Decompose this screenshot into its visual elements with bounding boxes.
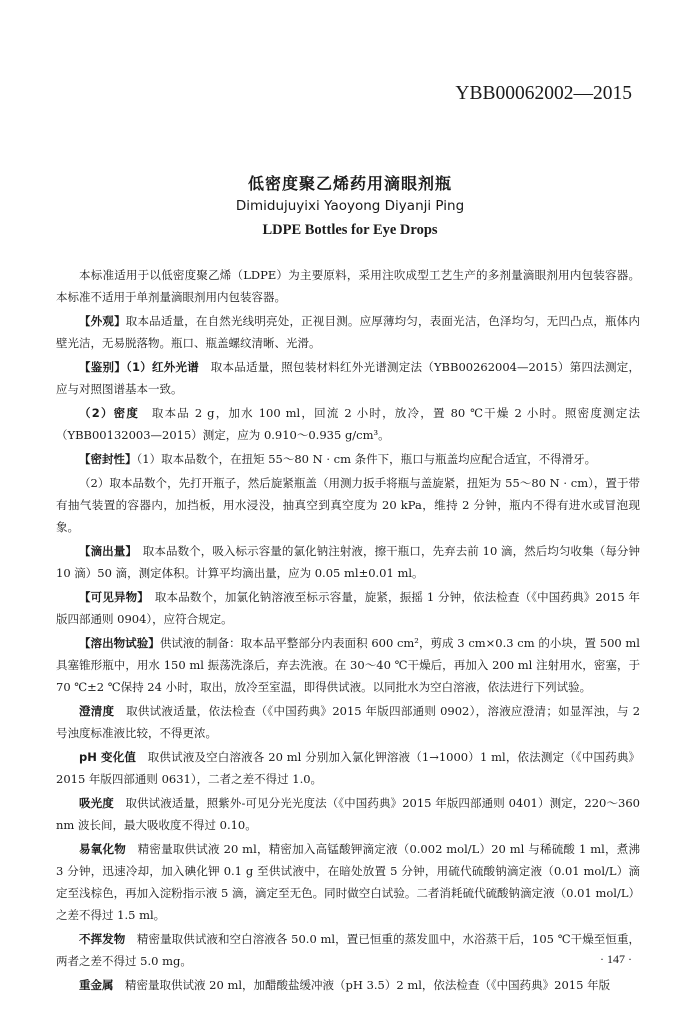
- clarity-paragraph: [56, 700, 640, 744]
- appearance-paragraph: [56, 310, 640, 354]
- density-paragraph: [56, 402, 640, 446]
- drop-paragraph: [56, 540, 640, 584]
- seal-text-2: （2）取本品数个，先打开瓶子，然后旋紧瓶盖（用测力扳手将瓶与盖旋紧，扭矩为 55～80 N · cm），置于带有抽气装置的容器内，加挡板，用水浸没，抽真空到真空度为 20 kPa，维持 2 分钟，瓶内不得有进水或冒泡现象。: [56, 476, 640, 534]
- oxid-heading: 易氧化物: [79, 842, 126, 856]
- heavy-paragraph: [56, 974, 640, 996]
- ph-heading: pH 变化值: [79, 750, 137, 764]
- heavy-text: 精密量取供试液 20 ml，加醋酸盐缓冲液（pH 3.5）2 ml，依法检查（《中国药典》2015 年版: [125, 978, 611, 992]
- title-english: LDPE Bottles for Eye Drops: [262, 222, 438, 238]
- extract-paragraph: [56, 632, 640, 698]
- absorb-paragraph: [56, 792, 640, 836]
- heavy-heading: 重金属: [79, 978, 114, 992]
- scope-paragraph: [56, 264, 640, 308]
- visible-text: 取本品数个，加氯化钠溶液至标示容量，旋紧，振摇 1 分钟，依法检查（《中国药典》2015 年版四部通则 0904），应符合规定。: [56, 590, 641, 626]
- seal-paragraph-1: [56, 448, 640, 470]
- page-number: · 147 ·: [600, 952, 632, 966]
- clarity-heading: 澄清度: [79, 704, 115, 718]
- identification-heading: 【鉴别】（1）红外光谱: [79, 360, 199, 374]
- identification-paragraph: [56, 356, 640, 400]
- ph-text: 取供试液及空白溶液各 20 ml 分别加入氯化钾溶液（1→1000）1 ml，依法测定（《中国药典》2015 年版四部通则 0631），二者之差不得过 1.0。: [56, 750, 641, 786]
- nonvol-heading: 不挥发物: [79, 932, 126, 946]
- standard-code: YBB00062002—2015: [455, 83, 632, 104]
- identification-text: 取本品适量，照包装材料红外光谱测定法（YBB00262004—2015）第四法测定，应与对照图谱基本一致。: [56, 360, 640, 396]
- seal-text-1: （1）取本品数个，在扭矩 55～80 N · cm 条件下，瓶口与瓶盖均应配合适宜，不得滑牙。: [136, 452, 597, 466]
- title-pinyin: Dimidujuyixi Yaoyong Diyanji Ping: [235, 198, 465, 214]
- density-heading: （2）密度: [79, 406, 140, 420]
- density-text: 取本品 2 g，加水 100 ml，回流 2 小时，放冷，置 80 ℃干燥 2 小时。照密度测定法（YBB00132003—2015）测定，应为 0.910～0.935 g/cm³。: [56, 406, 640, 442]
- absorb-text: 取供试液适量，照紫外-可见分光光度法（《中国药典》2015 年版四部通则 0401）测定，220～360 nm 波长间，最大吸收度不得过 0.10。: [56, 796, 641, 832]
- ph-paragraph: [56, 746, 640, 790]
- document-body: [56, 264, 640, 998]
- title-chinese: 低密度聚乙烯药用滴眼剂瓶: [247, 174, 452, 193]
- clarity-text: 取供试液适量，依法检查（《中国药典》2015 年版四部通则 0902），溶液应澄清；如显浑浊，与 2 号浊度标准液比较，不得更浓。: [56, 704, 641, 740]
- oxid-paragraph: [56, 838, 640, 926]
- nonvol-paragraph: [56, 928, 640, 972]
- drop-text: 取本品数个，吸入标示容量的氯化钠注射液，擦干瓶口，先弃去前 10 滴，然后均匀收集（每分钟 10 滴）50 滴，测定体积。计算平均滴出量，应为 0.05 ml±0.01 ml。: [56, 544, 640, 580]
- appearance-text: 取本品适量，在自然光线明亮处，正视目测。应厚薄均匀，表面光洁，色泽均匀，无凹凸点，瓶体内壁光洁，无易脱落物。瓶口、瓶盖螺纹清晰、光滑。: [56, 314, 640, 350]
- scope-text: 本标准适用于以低密度聚乙烯（LDPE）为主要原料，采用注吹成型工艺生产的多剂量滴眼剂用内包装容器。本标准不适用于单剂量滴眼剂用内包装容器。: [56, 268, 640, 304]
- appearance-heading: 【外观】: [79, 314, 126, 328]
- visible-paragraph: [56, 586, 640, 630]
- visible-heading: 【可见异物】: [79, 590, 144, 604]
- oxid-text: 精密量取供试液 20 ml，精密加入高锰酸钾滴定液（0.002 mol/L）20 ml 与稀硫酸 1 ml，煮沸 3 分钟，迅速冷却，加入碘化钾 0.1 g 至供试液中，在暗处放置 5 分钟，用硫代硫酸钠滴定液（0.01 mol/L）滴定至浅棕色，再加入淀粉指示液 5 滴，滴定至无色。同时做空白试验。二者消耗硫代硫酸钠滴定液（0.01 mol/L）之差不得过 1.5 ml。: [56, 842, 641, 922]
- seal-heading: 【密封性】: [79, 452, 137, 466]
- nonvol-text: 精密量取供试液和空白溶液各 50.0 ml，置已恒重的蒸发皿中，水浴蒸干后，105 ℃干燥至恒重，两者之差不得过 5.0 mg。: [56, 932, 641, 968]
- extract-heading: 【溶出物试验】: [79, 636, 160, 650]
- extract-text: 供试液的制备：取本品平整部分内表面积 600 cm²，剪成 3 cm×0.3 cm 的小块，置 500 ml 具塞锥形瓶中，用水 150 ml 振荡洗涤后，弃去洗液。在 30～40 ℃干燥后，再加入 200 ml 注射用水，密塞，于 70 ℃±2 ℃保持 24 小时，取出，放冷至室温，即得供试液。以同批水为空白溶液，依法进行下列试验。: [56, 636, 640, 694]
- seal-paragraph-2: [56, 472, 640, 538]
- drop-heading: 【滴出量】: [79, 544, 132, 558]
- absorb-heading: 吸光度: [79, 796, 114, 810]
